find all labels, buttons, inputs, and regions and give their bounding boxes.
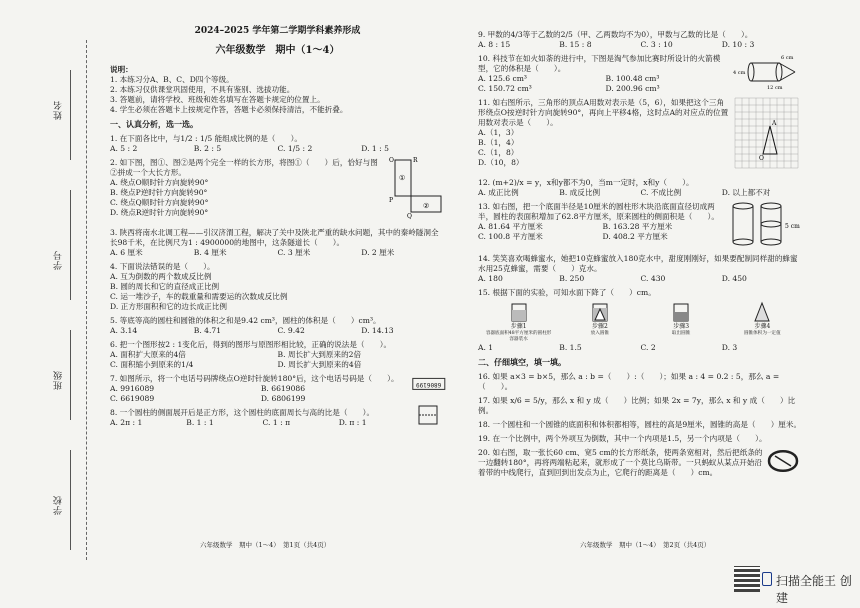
qr-code bbox=[734, 566, 760, 592]
question-7-options bbox=[110, 384, 412, 404]
option-a[interactable]: A. 125.6 cm³ bbox=[478, 74, 527, 84]
experiment-step-4 bbox=[727, 301, 797, 343]
binding-margin bbox=[14, 40, 94, 560]
option-d[interactable]: D. 10 : 3 bbox=[721, 40, 755, 50]
cone-in-container-icon bbox=[590, 301, 610, 323]
option-a[interactable]: A. 9916089 bbox=[110, 383, 155, 393]
class-label: 班级 bbox=[54, 370, 64, 390]
question-7-block bbox=[110, 370, 445, 404]
option-c[interactable]: C. 100.8 平方厘米 bbox=[478, 232, 543, 242]
step-label: 步骤4 bbox=[754, 323, 771, 331]
question-17: 17. 如果 x/6 = 5/y，那么 x 和 y 成（ ）比例；如果 2x = 7y，那么 x 和 y 成（ ）比例。 bbox=[478, 395, 796, 415]
question-13-options bbox=[478, 222, 727, 242]
option-d[interactable]: D. π : 1 bbox=[338, 417, 367, 427]
option-d[interactable]: D. 6806199 bbox=[260, 393, 306, 403]
option-b[interactable]: B.（1，4） bbox=[478, 138, 519, 148]
question-5-options bbox=[110, 326, 445, 336]
cylinder-unfold-diagram bbox=[415, 404, 445, 426]
id-label: 学号 bbox=[54, 250, 64, 270]
question-13: 13. 如右图，把一个底面半径是10厘米的圆柱形木块沿底面直径切成两半，圆柱的表面积增加了62.8平方厘米，原来圆柱的侧面积是（ ）。 bbox=[478, 202, 719, 222]
option-a[interactable]: A. 互为倒数的两个数成反比例 bbox=[110, 271, 212, 281]
option-d[interactable]: D.（10，8） bbox=[478, 158, 524, 168]
question-14-options bbox=[478, 274, 803, 284]
option-b[interactable]: B. 163.28 平方厘米 bbox=[602, 222, 673, 232]
svg-text:P: P bbox=[389, 196, 394, 204]
option-a[interactable]: A. 2π : 1 bbox=[110, 417, 143, 427]
step-note: 容器底面积48平方厘米的圆柱形容器装水 bbox=[485, 331, 552, 343]
option-c[interactable]: C. 不成比例 bbox=[640, 188, 682, 198]
option-a[interactable]: A. 5 : 2 bbox=[110, 143, 138, 153]
option-a[interactable]: A. 绕点O顺时针方向旋转90° bbox=[110, 177, 209, 187]
option-a[interactable]: A. 6 厘米 bbox=[110, 247, 143, 257]
option-d[interactable]: D. 绕点R逆时针方向旋转90° bbox=[110, 207, 209, 217]
option-c[interactable]: C. 2 bbox=[640, 343, 656, 353]
question-11: 11. 如右图所示，三角形的顶点A用数对表示是（5，6），如果把这个三角形绕点O按逆时针方向旋转90°，再向上平移4格，这时点A的对应点的位置用数对表示是（ ）。 bbox=[478, 98, 729, 128]
question-4: 4. 下面说法错误的是（ ）。 bbox=[110, 261, 215, 271]
question-19: 19. 在一个比例中，两个外项互为倒数，其中一个内项是1.5，另一个内项是（ ）。 bbox=[478, 433, 767, 443]
question-9-options bbox=[478, 40, 803, 50]
subject-title: 六年级数学 期中（1～4） bbox=[215, 44, 340, 56]
cone-icon bbox=[752, 301, 772, 323]
rocket-bottom-label: 12 cm bbox=[767, 85, 783, 91]
option-c[interactable]: C. 面积缩小到原来的1/4 bbox=[110, 359, 194, 369]
fill-line bbox=[70, 190, 71, 300]
option-d[interactable]: D. 周长扩大到原来的4倍 bbox=[277, 359, 362, 369]
question-8-block bbox=[110, 404, 445, 428]
option-b[interactable]: B. 成反比例 bbox=[559, 188, 601, 198]
question-2-block bbox=[110, 154, 445, 224]
option-a[interactable]: A. 8 : 15 bbox=[478, 40, 511, 50]
question-20-block bbox=[478, 444, 803, 478]
question-14: 14. 笑笑喜欢喝蜂蜜水，她把10克蜂蜜放入180克水中，甜度刚刚好，如果要配制同样甜的蜂蜜水用25克蜂蜜，需要（ ）克水。 bbox=[478, 254, 798, 274]
option-b[interactable]: B. 6619086 bbox=[260, 383, 306, 393]
instruction-1: 1. 本练习分A、B、C、D四个等级。 bbox=[110, 75, 234, 85]
cut-line bbox=[86, 40, 87, 560]
scanner-icon bbox=[762, 572, 772, 586]
rocket-top-label: 6 cm bbox=[781, 55, 794, 62]
option-d[interactable]: D. 以上都不对 bbox=[721, 188, 771, 198]
option-a[interactable]: A. 3.14 bbox=[110, 325, 138, 335]
question-10-block bbox=[478, 50, 803, 94]
grid-triangle-diagram bbox=[729, 94, 803, 174]
option-a[interactable]: A. 1 bbox=[478, 343, 494, 353]
option-a[interactable]: A. 180 bbox=[478, 274, 503, 284]
option-d[interactable]: D. 14.13 bbox=[361, 325, 394, 335]
fill-line bbox=[70, 70, 71, 160]
option-c[interactable]: C. 1 : π bbox=[262, 417, 291, 427]
svg-text:A: A bbox=[772, 120, 777, 128]
option-d[interactable]: D. 2 厘米 bbox=[361, 247, 395, 257]
question-20: 20. 如右图，取一张长60 cm、宽5 cm的长方形纸条，使两条宽相对，然后把纸条的一边翻转180°，再将两端粘起来，就形成了一个莫比乌斯带。一只蚂蚁从某点开始沿着带的中线爬行，直到回到出发点为止，它爬行的距离是（ ）cm。 bbox=[478, 447, 763, 477]
step-note: 圆锥体积为一定值 bbox=[743, 331, 781, 337]
question-10-options bbox=[478, 74, 733, 94]
container-icon bbox=[671, 301, 691, 323]
question-3-options bbox=[110, 248, 445, 258]
question-15: 15. 根据下面的实验，可知水面下降了（ ）cm。 bbox=[478, 288, 656, 298]
rocket-side-label: 4 cm bbox=[733, 70, 746, 77]
svg-text:②: ② bbox=[423, 201, 430, 210]
step-note: 取出圆锥 bbox=[671, 331, 691, 337]
option-c[interactable]: C. 9.42 bbox=[277, 325, 305, 335]
section-2-title: 二、仔细填空，填一填。 bbox=[478, 357, 566, 368]
experiment-step-1 bbox=[484, 301, 554, 343]
container-icon bbox=[509, 301, 529, 323]
question-12-options bbox=[478, 188, 803, 198]
fill-line bbox=[70, 450, 71, 550]
experiment-steps bbox=[478, 301, 803, 343]
left-page bbox=[110, 12, 445, 428]
fill-line bbox=[70, 330, 71, 420]
footer-right: 六年级数学 期中（1～4） 第2页（共4页） bbox=[580, 541, 711, 549]
option-d[interactable]: D. 450 bbox=[721, 274, 747, 284]
section-1-title: 一、认真分析，选一选。 bbox=[110, 119, 198, 130]
instruction-3: 3. 答题前，请将学校、班级和姓名填写在答题卡规定的位置上。 bbox=[110, 95, 325, 105]
question-11-block bbox=[478, 94, 803, 174]
question-1: 1. 在下面各比中，与1/2 : 1/5 能组成比例的是（ ）。 bbox=[110, 133, 302, 143]
option-d[interactable]: D. 200.96 cm³ bbox=[605, 84, 660, 94]
option-b[interactable]: B. 4 厘米 bbox=[193, 247, 227, 257]
option-d[interactable]: D. 1 : 5 bbox=[361, 143, 389, 153]
school-label: 学校 bbox=[54, 495, 64, 515]
option-c[interactable]: C. 1/5 : 2 bbox=[277, 143, 313, 153]
svg-text:①: ① bbox=[399, 173, 406, 182]
scanner-watermark: 扫描全能王 创建 bbox=[776, 574, 852, 605]
rocket-diagram bbox=[733, 50, 803, 90]
option-c[interactable]: C. 430 bbox=[640, 274, 666, 284]
svg-text:O: O bbox=[389, 156, 394, 164]
option-c[interactable]: C. 运一堆沙子，车的载重量和需要运的次数成反比例 bbox=[110, 291, 288, 301]
option-b[interactable]: B. 4.71 bbox=[193, 325, 222, 335]
option-c[interactable]: C. 150.72 cm³ bbox=[478, 84, 532, 94]
svg-text:O: O bbox=[759, 155, 764, 163]
question-7: 7. 如图所示，将一个电话号码牌绕点O逆时针旋转180°后，这个电话号码是（ ）。 bbox=[110, 373, 399, 383]
option-b[interactable]: B. 15 : 8 bbox=[559, 40, 592, 50]
option-c[interactable]: C. 6619089 bbox=[110, 393, 155, 403]
option-b[interactable]: B. 1.5 bbox=[559, 343, 582, 353]
question-5: 5. 等底等高的圆柱和圆锥的体积之和是9.42 cm³，圆柱的体积是（ ）cm³。 bbox=[110, 315, 381, 325]
experiment-step-3 bbox=[646, 301, 716, 343]
option-b[interactable]: B. 2 : 5 bbox=[193, 143, 222, 153]
question-10: 10. 科技节在如火如荼的进行中，下图是淘气参加比赛时所设计的火箭模型，它的体积是（ ）。 bbox=[478, 54, 721, 74]
option-b[interactable]: B. 100.48 cm³ bbox=[605, 74, 660, 84]
option-b[interactable]: B. 250 bbox=[559, 274, 585, 284]
term-title: 2024–2025 学年第二学期学科素养形成 bbox=[194, 26, 361, 36]
option-b[interactable]: B. 周长扩大到原来的2倍 bbox=[277, 349, 362, 359]
instruction-4: 4. 学生必须在答题卡上按规定作答，答题卡必须保持清洁，不能折叠。 bbox=[110, 105, 348, 115]
name-label: 姓名 bbox=[54, 100, 64, 120]
question-15-options bbox=[478, 343, 803, 353]
cylinder-height-label: 5 cm bbox=[785, 223, 800, 231]
question-2: 2. 如下图，图①、图②是两个完全一样的长方形，将图①（ ）后，恰好与图②拼成一个大长方形。 bbox=[110, 157, 378, 177]
option-b[interactable]: B. 绕点P逆时针方向旋转90° bbox=[110, 187, 208, 197]
question-12: 12. (m+2)/x = y，x和y都不为0，当m一定时，x和y（ ）。 bbox=[478, 178, 694, 188]
svg-text:R: R bbox=[413, 156, 418, 164]
instructions-title: 说明： bbox=[110, 65, 133, 75]
option-d[interactable]: D. 正方形面积和它的边长成正比例 bbox=[110, 301, 227, 311]
right-page bbox=[478, 12, 803, 478]
svg-text:Q: Q bbox=[407, 212, 412, 220]
rectangles-diagram bbox=[385, 154, 445, 224]
question-1-options bbox=[110, 144, 445, 154]
instruction-2: 2. 本练习仅供课堂巩固使用，不具有鉴别、选拔功能。 bbox=[110, 85, 295, 95]
footer-left: 六年级数学 期中（1～4） 第1页（共4页） bbox=[200, 541, 331, 549]
option-c[interactable]: C. 绕点Q顺时针方向旋转90° bbox=[110, 197, 209, 207]
step-note: 放入圆锥 bbox=[590, 331, 610, 337]
question-3: 3. 陕西将南水北调工程——引汉济渭工程，解决了关中及陕北严重的缺水问题，其中的秦岭隧洞全长98千米，在比例尺为1 : 4900000的地图中，这条隧道长（ ）。 bbox=[110, 227, 439, 247]
question-13-block bbox=[478, 198, 803, 250]
question-6: 6. 把一个图形按2 : 1变化后，得到的图形与原图形相比较，正确的说法是（ ）。 bbox=[110, 339, 392, 349]
option-b[interactable]: B. 圆的周长和它的直径成正比例 bbox=[110, 281, 220, 291]
question-16: 16. 如果 a×3 = b×5，那么 a : b =（ ）:（ ）；如果 a : 4 = 0.2 : 5，那么 a =（ ）。 bbox=[478, 371, 780, 391]
question-6-options bbox=[110, 350, 445, 370]
option-d[interactable]: D. 408.2 平方厘米 bbox=[602, 232, 668, 242]
phone-number-grid: 6806199 bbox=[412, 378, 445, 390]
question-9: 9. 甲数的4/3等于乙数的2/5（甲、乙两数均不为0），甲数与乙数的比是（ ）。 bbox=[478, 30, 753, 39]
option-a[interactable]: A. 81.64 平方厘米 bbox=[478, 222, 543, 232]
step-label: 步骤1 bbox=[510, 323, 527, 331]
option-a[interactable]: A.（1，3） bbox=[478, 128, 519, 138]
question-8-options bbox=[110, 418, 415, 428]
option-c[interactable]: C.（1，8） bbox=[478, 148, 519, 158]
step-label: 步骤2 bbox=[591, 323, 608, 331]
mobius-strip-diagram bbox=[763, 444, 803, 478]
option-d[interactable]: D. 3 bbox=[721, 343, 738, 353]
question-8: 8. 一个圆柱的侧面展开后是正方形，这个圆柱的底面周长与高的比是（ ）。 bbox=[110, 407, 375, 417]
option-a[interactable]: A. 面积扩大原来的4倍 bbox=[110, 349, 186, 359]
option-c[interactable]: C. 3 厘米 bbox=[277, 247, 311, 257]
option-a[interactable]: A. 成正比例 bbox=[478, 188, 519, 198]
step-label: 步骤3 bbox=[673, 323, 690, 331]
option-b[interactable]: B. 1 : 1 bbox=[186, 417, 214, 427]
question-18: 18. 一个圆柱和一个圆锥的底面积和体积都相等，圆柱的高是9厘米，圆锥的高是（ ）厘米。 bbox=[478, 419, 802, 429]
option-c[interactable]: C. 3 : 10 bbox=[640, 40, 673, 50]
experiment-step-2 bbox=[565, 301, 635, 343]
cylinders-diagram bbox=[727, 198, 803, 250]
